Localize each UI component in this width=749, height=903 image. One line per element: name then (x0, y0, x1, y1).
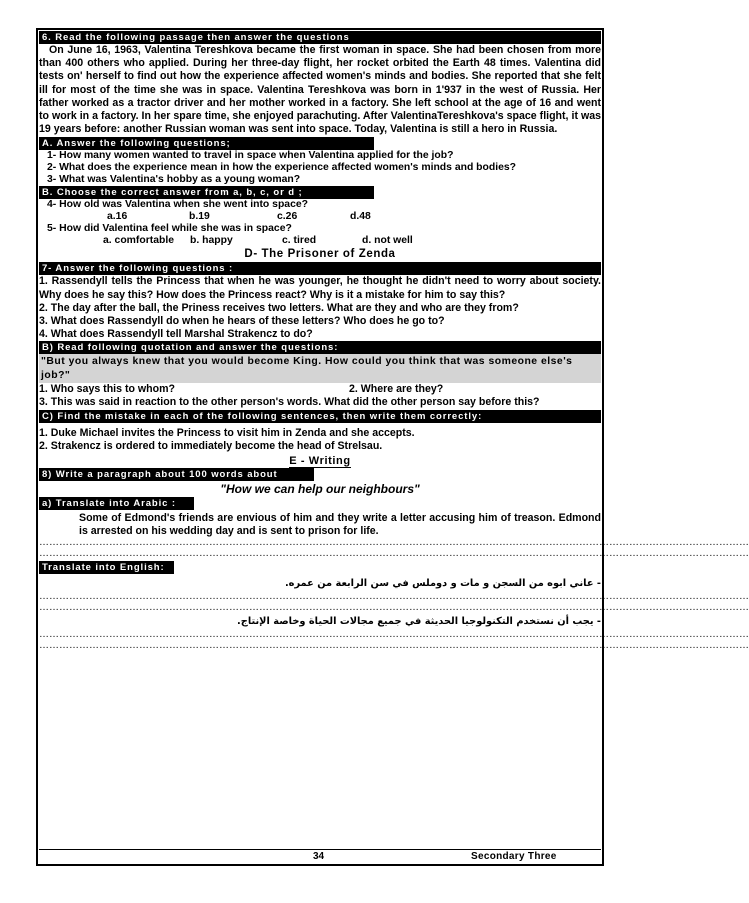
question-b-4-options (47, 211, 601, 223)
answer-line: …………………………………………………………………………………………………………………………………………………………………………………………… (39, 548, 749, 560)
mistake-header: C) Find the mistake in each of the following sentences, then write them correctly: (39, 410, 601, 423)
mistake-item-1: 1. Duke Michael invites the Princess to visit him in Zenda and she accepts. (39, 426, 415, 439)
part-e-title-text: E - Writing (289, 455, 351, 468)
answer-line: …………………………………………………………………………………………………………………………………………………………………………………………… (39, 537, 749, 549)
mistake-item-2: 2. Strakencz is ordered to immediately become the head of Strelsau. (39, 439, 383, 452)
quotation-q1: 1. Who says this to whom? (39, 383, 175, 396)
option-d: d.48 (350, 211, 371, 223)
passage-text: On June 16, 1963, Valentina Tereshkova became the first woman in space. She had been chosen from more than 400 others who applied. During her three-day flight, her rocket orbited the Earth 48 times. Valentina did tests on' herself to find out how the experience affected women's minds and bodies. She reported that she felt ill for most of the time she was in space. Valentina Tereshkova was born in 1'937 in the west of Russia. Her father worked as a tractor driver and her mother worked in a factory. She left school at the age of 16 and went to work in a factory. In her spare time, she enjoyed parachuting. After ValentinaTereshkova's space flight, it was 19 years before: another Russian woman was sent into space. Today, Valentina is still a hero in Russia. (39, 44, 601, 136)
arabic-sentence-2: - يجب أن نستخدم التكنولوجيا الحديثة في جميع مجالات الحياة وخاصة الإنتاج. (237, 616, 601, 628)
passage-header: 6. Read the following passage then answer the questions (39, 31, 601, 44)
answer-line: …………………………………………………………………………………………………………………………………………………………………………………………… (39, 629, 749, 641)
q8-header: 8) Write a paragraph about 100 words about (39, 468, 314, 481)
quotation-q2: 2. Where are they? (349, 383, 444, 396)
translate-english-header: Translate into English: (39, 561, 174, 574)
option-c: c. tired (282, 235, 317, 247)
footer-label: Secondary Three (471, 851, 557, 862)
answer-line: …………………………………………………………………………………………………………………………………………………………………………………………… (39, 591, 749, 603)
option-a: a. comfortable (103, 235, 175, 247)
question-a-2: 2- What does the experience mean in how the experience affected women's minds and bodies? (47, 162, 517, 174)
quotation-header: B) Read following quotation and answer the questions: (39, 341, 601, 354)
translate-arabic-text: Some of Edmond's friends are envious of him and they write a letter accusing him of treason. Edmond is arrested on his wedding day and is sent to prison for life. (79, 512, 601, 537)
arabic-sentence-1: - عاني ابوه من السجن و مات و دوملس في سن الرابعة من عمره. (284, 578, 601, 590)
answer-line: …………………………………………………………………………………………………………………………………………………………………………………………… (39, 640, 749, 652)
translate-arabic-header: a) Translate into Arabic : (39, 497, 194, 510)
part-e-title (39, 454, 601, 468)
question-a-3: 3- What was Valentina's hobby as a young woman? (47, 174, 301, 186)
quotation-q1-q2 (39, 383, 601, 396)
q7-item-1: 1. Rassendyll tells the Princess that when he was younger, he thought he didn't need to worry about society. Why does he say this? How does the Princess react? Why is it a mistake for him to say this? (39, 275, 601, 301)
q7-item-2: 2. The day after the ball, the Priness receives two letters. What are they and who are they from? (39, 301, 519, 314)
page-footer (39, 849, 601, 864)
question-b-4: 4- How old was Valentina when she went into space? (47, 199, 308, 211)
q8-topic: "How we can help our neighbours" (220, 482, 420, 497)
option-d: d. not well (362, 235, 413, 247)
quotation-text: "But you always knew that you would become King. How could you think that was someone else's job?" (39, 354, 601, 383)
question-b-5-options (47, 235, 601, 247)
page-number: 34 (313, 851, 325, 862)
q7-item-3: 3. What does Rassendyll do when he hears of these letters? Who does he go to? (39, 315, 445, 328)
section-b-header: B. Choose the correct answer from a, b, c, or d ; (39, 186, 374, 199)
question-a-1: 1- How many women wanted to travel in space when Valentina applied for the job? (47, 150, 454, 162)
option-b: b.19 (189, 211, 210, 223)
question-b-5: 5- How did Valentina feel while she was in space? (47, 223, 292, 235)
option-c: c.26 (277, 211, 298, 223)
q7-item-4: 4. What does Rassendyll tell Marshal Strakencz to do? (39, 328, 313, 341)
quotation-q3: 3. This was said in reaction to the other person's words. What did the other person say before this? (39, 396, 540, 409)
option-a: a.16 (107, 211, 128, 223)
answer-line: …………………………………………………………………………………………………………………………………………………………………………………………… (39, 602, 749, 614)
worksheet (39, 31, 749, 652)
q7-header: 7- Answer the following questions : (39, 262, 601, 275)
section-a-header: A. Answer the following questions; (39, 137, 374, 150)
option-b: b. happy (190, 235, 233, 247)
part-d-title: D- The Prisoner of Zenda (244, 248, 396, 261)
